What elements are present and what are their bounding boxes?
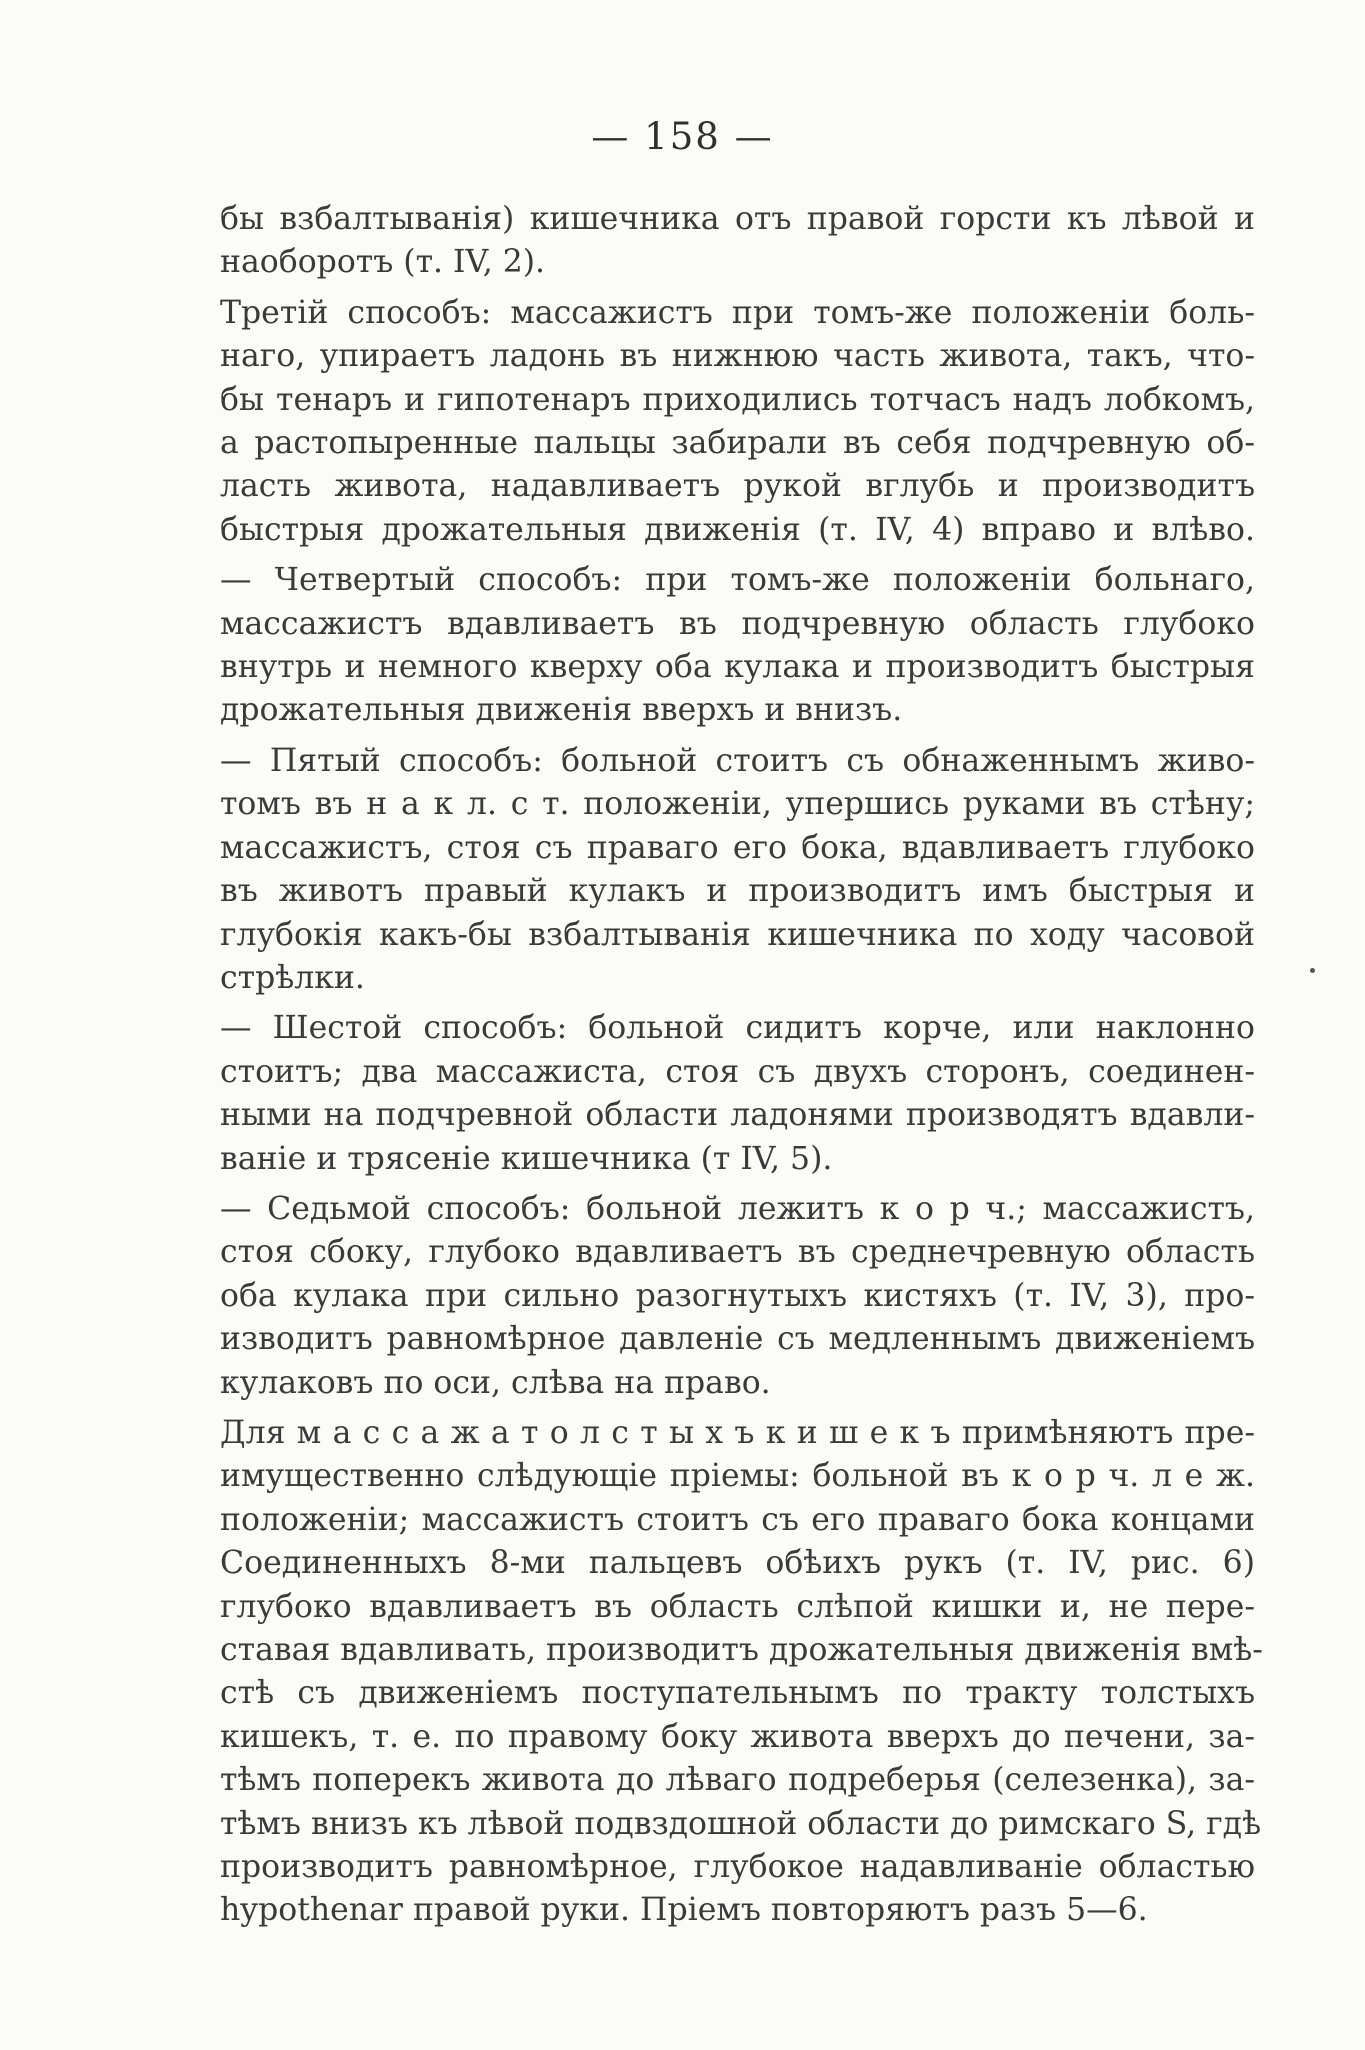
text-line: — Седьмой способъ: больной лежитъ к о р ч.; массажистъ, xyxy=(220,1190,1255,1227)
text-line: массажистъ, стоя съ праваго его бока, вдавливаетъ глубоко xyxy=(220,829,1255,866)
text-line: ваніе и трясеніе кишечника (т IV, 5). xyxy=(220,1140,833,1177)
text-line: наго, упираетъ ладонь въ нижнюю часть живота, такъ, что- xyxy=(220,338,1255,375)
text-line: въ животъ правый кулакъ и производитъ имъ быстрыя и xyxy=(220,873,1255,910)
text-line: ными на подчревной области ладонями производятъ вдавли- xyxy=(220,1097,1255,1134)
body-text xyxy=(220,198,1263,1933)
text-line: — Четвертый способъ: при томъ-же положеніи больнаго, xyxy=(220,562,1255,599)
text-line: глубоко вдавливаетъ въ область слѣпой кишки и, не пере- xyxy=(220,1588,1255,1625)
text-line: производитъ равномѣрное, глубокое надавливаніе областью xyxy=(220,1849,1255,1886)
text-line: положеніи; массажистъ стоитъ съ его праваго бока концами xyxy=(220,1501,1255,1538)
text-line: а растопыренные пальцы забирали въ себя подчревную об- xyxy=(220,425,1255,462)
text-line: стоитъ; два массажиста, стоя съ двухъ сторонъ, соединен- xyxy=(220,1053,1255,1090)
text-line: Для м а с с а ж а т о л с т ы х ъ к и ш е к ъ примѣняютъ пре- xyxy=(220,1414,1255,1451)
text-line: тѣмъ внизъ къ лѣвой подвздошной области до римскаго S, гдѣ xyxy=(220,1805,1262,1842)
text-line: кулаковъ по оси, слѣва на право. xyxy=(220,1364,771,1401)
text-line: тѣмъ поперекъ живота до лѣваго подреберья (селезенка), за- xyxy=(220,1762,1255,1799)
text-line: стоя сбоку, глубоко вдавливаетъ въ среднечревную область xyxy=(220,1234,1255,1271)
text-line: Соединенныхъ 8-ми пальцевъ обѣихъ рукъ (т. IV, рис. 6) xyxy=(220,1545,1255,1582)
text-line: кишекъ, т. е. по правому боку живота вверхъ до печени, за- xyxy=(220,1718,1255,1755)
text-line: бы тенаръ и гипотенаръ приходились тотчасъ надъ лобкомъ, xyxy=(220,381,1255,418)
page-number: — 158 — xyxy=(591,115,774,158)
text-line: внутрь и немного кверху оба кулака и производитъ быстрыя xyxy=(220,649,1255,686)
text-line: массажистъ вдавливаетъ въ подчревную область глубоко xyxy=(220,605,1255,642)
text-line: ставая вдавливать, производитъ дрожательныя движенія вмѣ- xyxy=(220,1632,1263,1668)
text-line: hypothenar правой руки. Пріемъ повторяютъ разъ 5—6. xyxy=(220,1892,1148,1929)
text-line: изводитъ равномѣрное давленіе съ медленнымъ движеніемъ xyxy=(220,1321,1255,1358)
text-line: — Пятый способъ: больной стоитъ съ обнаженнымъ живо- xyxy=(220,742,1255,779)
text-line: томъ въ н а к л. с т. положеніи, упершись руками въ стѣну; xyxy=(220,786,1255,823)
text-line: бы взбалтыванія) кишечника отъ правой горсти къ лѣвой и xyxy=(220,201,1255,237)
scan-speck xyxy=(1310,968,1315,973)
text-line: Третій способъ: массажистъ при томъ-же положеніи боль- xyxy=(220,294,1255,331)
text-line: дрожательныя движенія вверхъ и внизъ. xyxy=(220,692,903,729)
text-line: стрѣлки. xyxy=(220,959,365,996)
text-line: быстрыя дрожательныя движенія (т. IV, 4) вправо и влѣво. xyxy=(220,511,1255,548)
text-line: наоборотъ (т. IV, 2). xyxy=(220,244,546,281)
text-line: стѣ съ движеніемъ поступательнымъ по тракту толстыхъ xyxy=(220,1675,1255,1712)
text-line: глубокія какъ-бы взбалтыванія кишечника по ходу часовой xyxy=(220,916,1255,953)
text-line: ласть живота, надавливаетъ рукой вглубь и производитъ xyxy=(220,468,1255,505)
text-line: — Шестой способъ: больной сидитъ корче, или наклонно xyxy=(220,1010,1255,1047)
text-line: имущественно слѣдующіе пріемы: больной въ к о р ч. л е ж. xyxy=(220,1458,1255,1495)
text-line: оба кулака при сильно разогнутыхъ кистяхъ (т. IV, 3), про- xyxy=(220,1277,1255,1314)
